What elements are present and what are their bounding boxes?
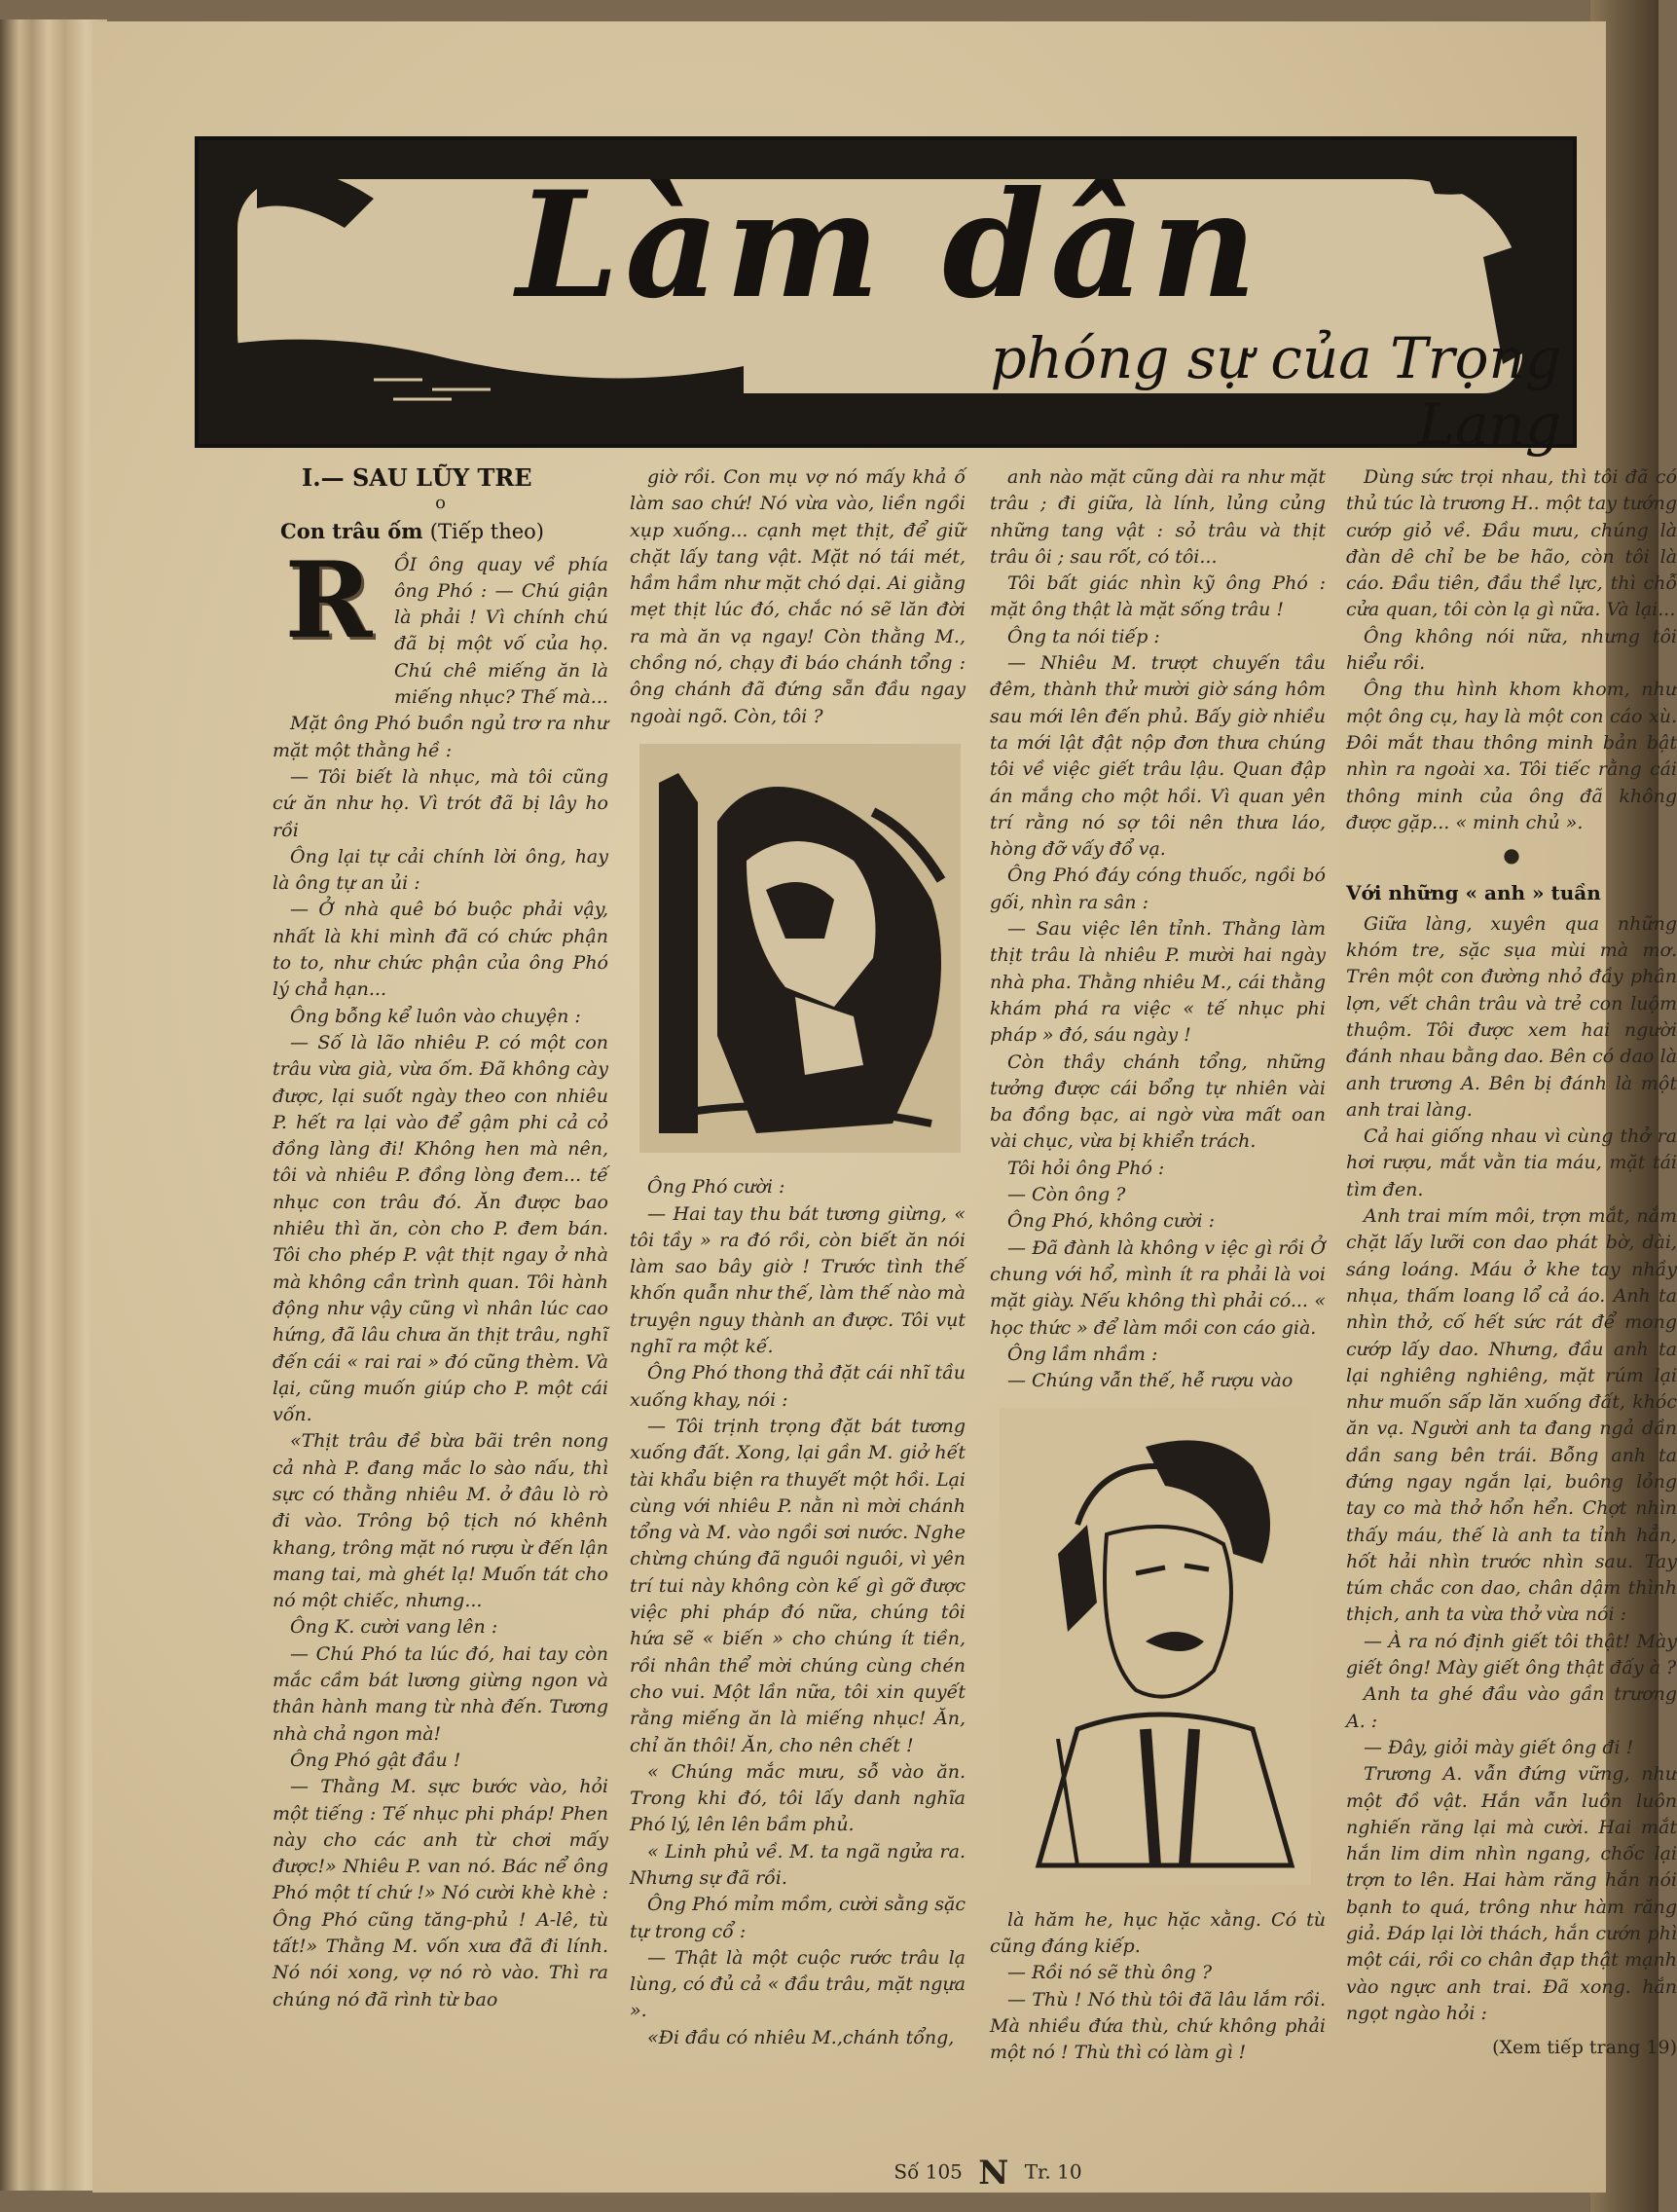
- book-page-edges: [0, 19, 107, 2191]
- paragraph: « Linh phủ về. M. ta ngã ngửa ra. Nhưng sự đã rồi.: [630, 1840, 966, 1889]
- paragraph: — Rồi nó sẽ thù ông ?: [1007, 1962, 1213, 1984]
- section-heading: I.— SAU LŨY TRE: [302, 463, 532, 492]
- subsection-title: Con trâu ốm: [280, 519, 423, 544]
- paragraph: — Thù ! Nó thù tôi đã lâu lắm rồi. Mà nhiều đứa thù, chứ không phải một nó ! Thù thì có làm gì !: [990, 1988, 1326, 2064]
- paragraph: — Chúng vẫn thế, hễ rượu vào: [1007, 1370, 1294, 1392]
- section-dot: o: [435, 493, 446, 514]
- paragraph: Tôi hỏi ông Phó :: [1007, 1157, 1165, 1179]
- paragraph: là hăm he, hục hặc xằng. Có tù cũng đáng kiếp.: [990, 1908, 1326, 1957]
- paragraph: — Hai tay thu bát tương giừng, « tôi tầy » ra đó rồi, còn biết ăn nói làm sao bây giờ ! Trước tình thế khốn quẫn như thế, làm thế nào mà truyện nguy thành an được. Tôi vụt nghĩ ra một kế.: [630, 1202, 966, 1358]
- paragraph: — Còn ông ?: [1007, 1184, 1126, 1206]
- paragraph: Ông lại tự cải chính lời ông, hay là ông tự an ủi :: [273, 845, 608, 895]
- column-1: [273, 464, 608, 2013]
- paragraph: Ông thu hình khom khom, như một ông cụ, hay là một con cáo xù. Đôi mắt thau thông minh bản bật nhìn ra ngoài xa. Tôi tiếc rằng cái thông minh của ông đã không được gặp... « minh chủ ».: [1346, 679, 1677, 833]
- paragraph: Ông Phó mỉm mồm, cười sằng sặc tự trong cổ :: [630, 1894, 966, 1942]
- paragraph: Ông Phó đáy cóng thuốc, ngồi bó gối, nhìn ra sân :: [990, 865, 1326, 913]
- banner-subtitle: phóng sự của Trọng Lang: [990, 325, 1561, 458]
- paragraph: Ông không nói nữa, nhưng tôi hiểu rồi.: [1346, 625, 1677, 675]
- dropcap-paragraph: [273, 538, 608, 712]
- paragraph: — Thằng M. sực bước vào, hỏi một tiếng : Tế nhục phi pháp! Phen này cho các anh từ chơi mấy được!» Nhiêu P. van nó. Bác nể ông Phó một tí chứ !» Nó cười khè khè : Ông Phó cũng tăng-phủ ! A-lê, tù tất!» Thằng M. vốn xưa đã đi lính. Nó nói xong, vợ nó rò vào. Thì ra chúng nó đã rình từ bao: [273, 1776, 608, 2010]
- paragraph: — Tôi trịnh trọng đặt bát tương xuống đất. Xong, lại gần M. giở hết tài khẩu biện ra thuyết một hồi. Lại cùng với nhiêu P. nằn nì mời chánh tổng và M. vào ngồi sơi nước. Nghe chừng chúng đã nguôi nguôi, vì yên trí tui này không còn kế gì gỡ được việc phi pháp đó nữa, chúng tôi hứa sẽ « biến » cho chúng ít tiền, rồi nhân thể mời chúng cùng chén cho vui. Một lần nữa, tôi xin quyết rằng miếng ăn là miếng nhục! Ăn, chỉ ăn thôi! Ăn, cho nên chết !: [630, 1415, 966, 1756]
- title-banner: [195, 136, 1577, 458]
- column-3: [990, 464, 1326, 2066]
- paragraph: — Số là lão nhiêu P. có một con trâu vừa già, vừa ốm. Đã không cày được, lại suốt ngày theo con nhiêu P. hết ra lại vào để gậm phi cả cỏ đồng làng đi! Không hen mà nên, tôi và nhiêu P. đồng lòng đem... tế nhục con trâu đó. Ăn được bao nhiêu thì ăn, còn cho P. đem bán. Tôi cho phép P. vật thịt ngay ở nhà mà không cần trình quan. Tôi hành động như vậy cũng vì nhân lúc cao hứng, đã lâu chưa ăn thịt trâu, nghĩ đến cái « rai rai » đó cũng thèm. Và lại, cũng muốn giúp cho P. một cái vốn.: [273, 1031, 608, 1426]
- paragraph: giờ rồi. Con mụ vợ nó mấy khả ố làm sao chứ! Nó vừa vào, liền ngồi xụp xuống... cạnh mẹt thịt, để giữ chặt lấy tang vật. Mặt nó tái mét, hầm hầm như mặt chó dại. Ai giằng mẹt thịt lúc đó, chắc nó sẽ lăn đời ra mà ăn vạ ngay! Còn thằng M., chồng nó, chạy đi báo chánh tổng : ông chánh đã đứng sẵn đầu ngay ngoài ngõ. Còn, tôi ?: [630, 466, 966, 727]
- paragraph: Ông Phó thong thả đặt cái nhĩ tầu xuống khay, nói :: [630, 1362, 966, 1411]
- paragraph: Ông Phó cười :: [647, 1176, 785, 1198]
- paragraph: — Thật là một cuộc rước trâu lạ lùng, có đủ cả « đầu trâu, mặt ngựa ».: [630, 1946, 966, 2022]
- old-man-portrait-illustration: [1000, 1408, 1311, 1885]
- paragraph: Tôi bất giác nhìn kỹ ông Phó : mặt ông thật là mặt sống trâu !: [990, 572, 1326, 621]
- paragraph: Cả hai giống nhau vì cùng thở ra hơi rượu, mắt vằn tia máu, mặt tái tìm đen.: [1346, 1125, 1677, 1200]
- issue-number: Số 105: [893, 2159, 963, 2184]
- paragraph: — Nhiêu M. trượt chuyến tầu đêm, thành thử mười giờ sáng hôm sau mới lên đến phủ. Bấy giờ nhiều ta mới lật đật nộp đơn thưa chúng tôi về việc giết trâu lậu. Quan đập án mắng cho một hồi. Vì quan yên trí rằng nó sợ tôi nên thưa láo, hòng đỡ vấy đổ vạ.: [990, 652, 1326, 861]
- paragraph: — Chú Phó ta lúc đó, hai tay còn mắc cầm bát lương giừng ngon và thân hành mang từ nhà đến. Tương nhà chả ngon mà!: [273, 1642, 608, 1745]
- paragraph: — Tôi biết là nhục, mà tôi cũng cứ ăn như họ. Vì trót đã bị lây ho rồi: [273, 765, 608, 841]
- paragraph: — Đây, giỏi mày giết ông đi !: [1364, 1736, 1634, 1758]
- paragraph: «Thịt trâu đề bừa bãi trên nong cả nhà P. đang mắc lo sào nấu, thì sực có thằng nhiêu M. ở đâu lò rò đi vào. Trông bộ tịch nó khênh khang, trông mặt nó rượu ừ đến lận mang tai, mà ghét lạ! Muốn tát cho nó một chiếc, nhưng...: [273, 1430, 608, 1612]
- paragraph: — Sau việc lên tỉnh. Thằng làm thịt trâu là nhiêu P. mười hai ngày nhà pha. Thằng nhiêu M., cái thằng khám phá ra việc « tế nhục phi pháp » đó, sáu ngày !: [990, 918, 1326, 1047]
- page-number: Tr. 10: [1024, 2159, 1082, 2184]
- paragraph: Còn thầy chánh tổng, những tưởng được cái bổng tự nhiên vài ba đồng bạc, ai ngờ vừa mất oan vài chục, vừa bị khiển trách.: [990, 1051, 1326, 1153]
- paragraph: Dùng sức trọi nhau, thì tôi đã có thủ túc là trương H.. một tay tướng cướp giỏ về. Đầu mưu, chúng là đàn dê chỉ be be hão, còn tôi là cáo. Đầu tiên, đầu thề lực, thì chỗ cửa quan, tôi còn lạ gì nữa. Và lại...: [1346, 466, 1677, 621]
- newspaper-page: [92, 21, 1677, 2193]
- paragraph: «Đi đầu có nhiêu M.,chánh tổng,: [647, 2026, 955, 2048]
- column-4: [1346, 464, 1677, 2062]
- banner-title: Làm dân: [516, 160, 1263, 331]
- paragraph: anh nào mặt cũng dài ra như mặt trâu ; đi giữa, là lính, lủng củng những tang vật : sỏ trâu và thịt trâu ôi ; sau rốt, có tôi...: [990, 466, 1326, 568]
- paragraph: Anh trai mím môi, trợn mắt, nắm chặt lấy lưỡi con dao phát bờ, dài, sáng loáng. Máu ở khe tay nhầy nhụa, thấm loang lổ cả áo. Anh ta nhìn thở, cố hết sức rát để mong cướp lấy dao. Nhưng, đầu anh ta lại nghiêng nghiêng, mặt rúm lại như muốn sấp lăn xuống đất, khóc ăn vạ. Người anh ta đang ngả dần dần sang bên trái. Bỗng anh ta đứng ngay ngắn lại, buông lỏng tay co mà thở hổn hển. Chợt nhìn thấy máu, thế là anh ta tỉnh hẳn, hốt hải nhìn trước nhìn sau. Tay túm chắc con dao, chân dậm thình thịch, anh ta vừa thở vừa nói :: [1346, 1205, 1677, 1626]
- dropcap-letter: R: [284, 538, 373, 662]
- buffalo-skull-illustration: [639, 744, 961, 1153]
- magazine-logo-icon: N: [978, 2154, 1009, 2193]
- subsection-note: (Tiếp theo): [429, 520, 544, 544]
- paragraph: — Đã đành là không v iệc gì rồi Ở chung với hổ, mình ít ra phải là voi mặt giày. Nếu không thì phải có... « học thức » để làm mồi con cáo già.: [990, 1236, 1326, 1339]
- paragraph: Ông K. cười vang lên :: [290, 1616, 498, 1639]
- column-2: [630, 464, 966, 2051]
- paragraph: Mặt ông Phó buồn ngủ trơ ra như mặt một thằng hề :: [273, 713, 608, 761]
- paragraph: Ông ta nói tiếp :: [1007, 625, 1160, 647]
- paragraph: — Ở nhà quê bó buộc phải vậy, nhất là khi mình đã có chức phận to to, như chức phận của ông Phó lý chẳ hạn...: [273, 899, 608, 1001]
- continued-note: (Xem tiếp trang 19): [1492, 2037, 1677, 2059]
- paragraph: Ông Phó, không cười :: [1007, 1210, 1216, 1233]
- paragraph: ỒI ông quay về phía ông Phó : — Chú giận là phải ! Vì chính chú đã bị một vố của họ. Chú chê miếng ăn là miếng nhục? Thế mà...: [394, 553, 608, 709]
- page-footer: [842, 2154, 1134, 2193]
- paragraph: Ông bỗng kể luôn vào chuyện :: [290, 1005, 581, 1027]
- section-separator: ●: [1503, 843, 1520, 867]
- paragraph: Trương A. vẫn đứng vững, như một đồ vật. Hắn vẫn luôn luôn nghiến răng lại mà cười. Hai mắt hắn lim dim nhìn ngang, chốc lại trợn to lên. Hai hàm răng hắn nói bạnh to quá, trông như hàm răng giả. Đáp lại lời thách, hắn cướn phì một cái, rồi co chân đạp thật mạnh vào ngực anh trai. Đã xong. hắn ngọt ngào hỏi :: [1346, 1763, 1677, 2024]
- section-heading: Với những « anh » tuần: [1346, 881, 1601, 905]
- paragraph: Ông lầm nhầm :: [1007, 1343, 1158, 1365]
- paragraph: Ông Phó gật đầu !: [290, 1749, 461, 1771]
- paragraph: Anh ta ghé đầu vào gần trương A. :: [1346, 1683, 1677, 1732]
- paragraph: — À ra nó định giết tôi thật! Mày giết ông! Mày giết ông thật đấy à ?: [1346, 1630, 1677, 1679]
- paragraph: Giữa làng, xuyên qua những khóm tre, sặc sụa mùi mà mơ. Trên một con đường nhỏ đầy phân lợn, vết chân trâu và trẻ con luộm thuộm. Tôi được xem hai người đánh nhau bằng dao. Bên có dao là anh trương A. Bên bị đánh là một anh trai làng.: [1346, 912, 1677, 1121]
- paragraph: « Chúng mắc mưu, sỗ vào ăn. Trong khi đó, tôi lấy danh nghĩa Phó lý, lên lên bầm phủ.: [630, 1760, 966, 1836]
